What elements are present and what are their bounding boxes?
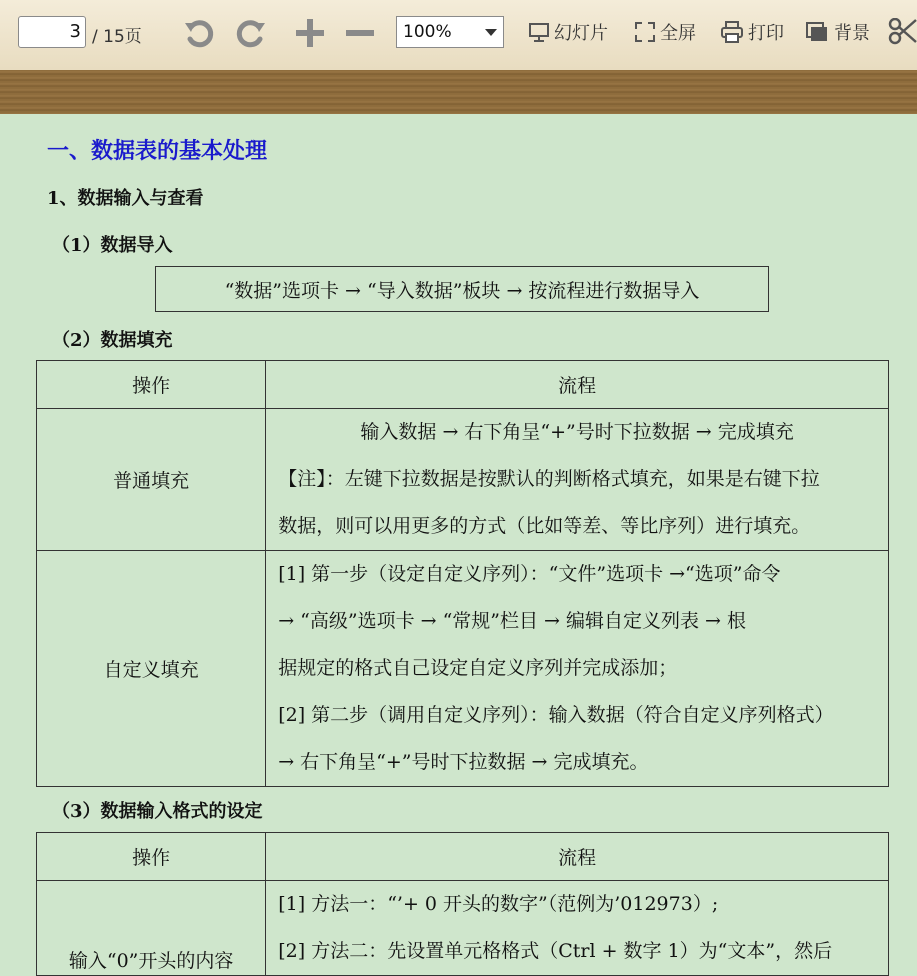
heading-1: 一、数据表的基本处理	[47, 138, 268, 164]
flow-line: 输入数据 → 右下角呈“+”号时下拉数据 → 完成填充	[360, 421, 794, 443]
chevron-down-icon	[485, 29, 497, 36]
flow-line: 数据，则可以用更多的方式（比如等差、等比序列）进行填充。	[278, 515, 811, 537]
heading-2: 1、数据输入与查看	[47, 188, 204, 209]
header-flow: 流程	[266, 361, 889, 409]
document-page	[0, 114, 917, 972]
row-operation-normal-fill: 普通填充	[37, 409, 266, 551]
row-flow-custom-fill	[266, 551, 889, 787]
flow-line: [1] 方法一：“’+ 0 开头的数字”（范例为’012973）;	[278, 893, 719, 915]
section-data-import: （1）数据导入	[52, 235, 173, 256]
background-button[interactable]	[806, 18, 870, 46]
fullscreen-button[interactable]	[634, 18, 696, 46]
slideshow-icon	[528, 21, 550, 43]
section-data-fill: （2）数据填充	[52, 330, 173, 351]
flow-line: → 右下角呈“+”号时下拉数据 → 完成填充。	[278, 751, 649, 773]
row-operation-custom-fill: 自定义填充	[37, 551, 266, 787]
row-operation-leading-zero: 输入“0”开头的内容	[37, 881, 266, 976]
viewer-frame-band	[0, 70, 917, 114]
page-total: / 15页	[92, 27, 142, 47]
toolbar	[0, 0, 917, 71]
flow-line: 据规定的格式自己设定自定义序列并完成添加；	[278, 657, 678, 679]
zoom-out-icon[interactable]	[342, 15, 378, 51]
background-icon	[806, 21, 830, 43]
zoom-select[interactable]	[396, 16, 504, 48]
fullscreen-label: 全屏	[660, 23, 696, 44]
flow-line: 【注】：左键下拉数据是按默认的判断格式填充，如果是右键下拉	[278, 468, 820, 490]
fill-table	[36, 360, 889, 787]
print-button[interactable]	[720, 18, 784, 46]
print-label: 打印	[748, 23, 784, 44]
table-row	[37, 881, 889, 976]
page-number-input[interactable]: 3	[18, 16, 86, 48]
row-flow-normal-fill	[266, 409, 889, 551]
table-row	[37, 551, 889, 787]
background-label: 背景	[834, 23, 870, 44]
header-operation: 操作	[37, 833, 266, 881]
flow-line: [1] 第一步（设定自定义序列）：“文件”选项卡 →“选项”命令	[278, 563, 781, 585]
rotate-right-icon[interactable]	[232, 15, 268, 51]
table-row	[37, 409, 889, 551]
header-flow: 流程	[266, 833, 889, 881]
rotate-left-icon[interactable]	[182, 15, 218, 51]
flow-line: [2] 第二步（调用自定义序列）：输入数据（符合自定义序列格式）	[278, 704, 834, 726]
import-flow-box: “数据”选项卡 → “导入数据”板块 → 按流程进行数据导入	[155, 266, 769, 312]
flow-line: → “高级”选项卡 → “常规”栏目 → 编辑自定义列表 → 根	[278, 610, 747, 632]
table-header-row	[37, 361, 889, 409]
zoom-in-icon[interactable]	[292, 15, 328, 51]
section-input-format: （3）数据输入格式的设定	[52, 801, 263, 822]
format-table	[36, 832, 889, 976]
flow-line: [2] 方法二：先设置单元格格式（Ctrl + 数字 1）为“文本”，然后	[278, 940, 833, 962]
printer-icon	[720, 21, 744, 43]
slideshow-button[interactable]	[528, 18, 608, 46]
table-header-row	[37, 833, 889, 881]
fullscreen-icon	[634, 21, 656, 43]
zoom-value: 100%	[403, 22, 452, 42]
slideshow-label: 幻灯片	[554, 23, 608, 44]
scissors-icon[interactable]	[888, 18, 917, 54]
row-flow-leading-zero	[266, 881, 889, 976]
header-operation: 操作	[37, 361, 266, 409]
